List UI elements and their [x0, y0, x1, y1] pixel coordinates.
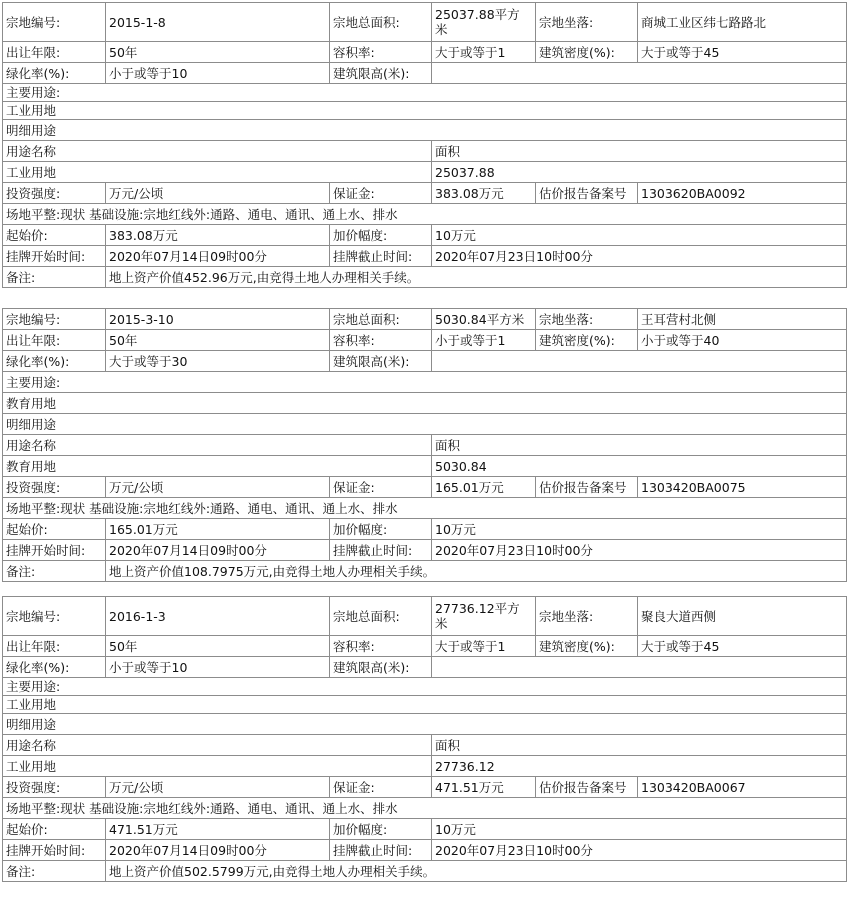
main-use-value: 教育用地	[3, 393, 847, 414]
table-row	[3, 351, 847, 372]
label-main-use: 主要用途:	[3, 372, 847, 393]
location-value: 王耳营村北侧	[638, 309, 847, 330]
table-row	[3, 435, 847, 456]
plot-ratio-value: 大于或等于1	[432, 636, 536, 657]
label-parcel-no: 宗地编号:	[3, 597, 106, 636]
deposit-value: 471.51万元	[432, 777, 536, 798]
label-detail-use: 明细用途	[3, 120, 847, 141]
area-value: 25037.88	[432, 162, 847, 183]
label-increment: 加价幅度:	[330, 225, 432, 246]
label-total-area: 宗地总面积:	[330, 309, 432, 330]
total-area-value: 27736.12平方米	[432, 597, 536, 636]
start-price-value: 383.08万元	[106, 225, 330, 246]
parcel-table-1	[2, 2, 846, 288]
term-value: 50年	[106, 42, 330, 63]
table-row	[3, 246, 847, 267]
main-use-value: 工业用地	[3, 696, 847, 714]
label-plot-ratio: 容积率:	[330, 636, 432, 657]
label-main-use: 主要用途:	[3, 678, 847, 696]
table-row	[3, 561, 847, 582]
table-row	[3, 519, 847, 540]
label-appraisal-no: 估价报告备案号	[536, 183, 638, 204]
parcel-no-value: 2015-3-10	[106, 309, 330, 330]
appraisal-no-value: 1303620BA0092	[638, 183, 847, 204]
label-listing-end: 挂牌截止时间:	[330, 246, 432, 267]
label-remarks: 备注:	[3, 861, 106, 882]
height-limit-value	[432, 63, 847, 84]
table-row	[3, 183, 847, 204]
green-rate-value: 小于或等于10	[106, 657, 330, 678]
height-limit-value	[432, 657, 847, 678]
table-row	[3, 714, 847, 735]
listing-end-value: 2020年07月23日10时00分	[432, 840, 847, 861]
appraisal-no-value: 1303420BA0075	[638, 477, 847, 498]
table-row	[3, 819, 847, 840]
table-row	[3, 540, 847, 561]
table-row	[3, 414, 847, 435]
investment-value: 万元/公顷	[106, 777, 330, 798]
remarks-value: 地上资产价值452.96万元,由竞得土地人办理相关手续。	[106, 267, 847, 288]
table-row	[3, 102, 847, 120]
table-row	[3, 696, 847, 714]
label-height-limit: 建筑限高(米):	[330, 657, 432, 678]
label-area: 面积	[432, 735, 847, 756]
start-price-value: 165.01万元	[106, 519, 330, 540]
label-remarks: 备注:	[3, 267, 106, 288]
label-density: 建筑密度(%):	[536, 42, 638, 63]
table-row	[3, 84, 847, 102]
label-plot-ratio: 容积率:	[330, 330, 432, 351]
table-row	[3, 141, 847, 162]
label-green-rate: 绿化率(%):	[3, 657, 106, 678]
site-condition: 场地平整:现状 基础设施:宗地红线外:通路、通电、通讯、通上水、排水	[3, 498, 847, 519]
label-density: 建筑密度(%):	[536, 636, 638, 657]
label-listing-start: 挂牌开始时间:	[3, 540, 106, 561]
density-value: 大于或等于45	[638, 42, 847, 63]
label-investment: 投资强度:	[3, 183, 106, 204]
label-detail-use: 明细用途	[3, 714, 847, 735]
green-rate-value: 小于或等于10	[106, 63, 330, 84]
label-green-rate: 绿化率(%):	[3, 351, 106, 372]
listing-end-value: 2020年07月23日10时00分	[432, 246, 847, 267]
label-detail-use: 明细用途	[3, 414, 847, 435]
start-price-value: 471.51万元	[106, 819, 330, 840]
deposit-value: 383.08万元	[432, 183, 536, 204]
use-name-value: 工业用地	[3, 162, 432, 183]
plot-ratio-value: 小于或等于1	[432, 330, 536, 351]
table-row	[3, 840, 847, 861]
label-listing-start: 挂牌开始时间:	[3, 246, 106, 267]
table-row	[3, 372, 847, 393]
label-investment: 投资强度:	[3, 777, 106, 798]
label-plot-ratio: 容积率:	[330, 42, 432, 63]
deposit-value: 165.01万元	[432, 477, 536, 498]
label-use-name: 用途名称	[3, 435, 432, 456]
table-row	[3, 330, 847, 351]
height-limit-value	[432, 351, 847, 372]
label-area: 面积	[432, 435, 847, 456]
label-listing-start: 挂牌开始时间:	[3, 840, 106, 861]
table-row	[3, 393, 847, 414]
label-location: 宗地坐落:	[536, 3, 638, 42]
appraisal-no-value: 1303420BA0067	[638, 777, 847, 798]
parcel-table-3	[2, 596, 846, 882]
label-remarks: 备注:	[3, 561, 106, 582]
table-row	[3, 267, 847, 288]
label-term: 出让年限:	[3, 330, 106, 351]
increment-value: 10万元	[432, 819, 847, 840]
remarks-value: 地上资产价值502.5799万元,由竞得土地人办理相关手续。	[106, 861, 847, 882]
investment-value: 万元/公顷	[106, 183, 330, 204]
label-parcel-no: 宗地编号:	[3, 3, 106, 42]
label-total-area: 宗地总面积:	[330, 3, 432, 42]
table-row	[3, 477, 847, 498]
label-start-price: 起始价:	[3, 225, 106, 246]
total-area-value: 25037.88平方米	[432, 3, 536, 42]
label-location: 宗地坐落:	[536, 309, 638, 330]
label-green-rate: 绿化率(%):	[3, 63, 106, 84]
site-condition: 场地平整:现状 基础设施:宗地红线外:通路、通电、通讯、通上水、排水	[3, 798, 847, 819]
remarks-value: 地上资产价值108.7975万元,由竞得土地人办理相关手续。	[106, 561, 847, 582]
label-listing-end: 挂牌截止时间:	[330, 540, 432, 561]
table-row	[3, 3, 847, 42]
table-row	[3, 777, 847, 798]
label-term: 出让年限:	[3, 636, 106, 657]
label-term: 出让年限:	[3, 42, 106, 63]
use-name-value: 教育用地	[3, 456, 432, 477]
location-value: 商城工业区纬七路路北	[638, 3, 847, 42]
label-area: 面积	[432, 141, 847, 162]
table-row	[3, 636, 847, 657]
parcel-no-value: 2016-1-3	[106, 597, 330, 636]
label-location: 宗地坐落:	[536, 597, 638, 636]
label-total-area: 宗地总面积:	[330, 597, 432, 636]
label-start-price: 起始价:	[3, 519, 106, 540]
label-deposit: 保证金:	[330, 183, 432, 204]
label-height-limit: 建筑限高(米):	[330, 63, 432, 84]
table-row	[3, 597, 847, 636]
label-appraisal-no: 估价报告备案号	[536, 777, 638, 798]
label-start-price: 起始价:	[3, 819, 106, 840]
table-row	[3, 42, 847, 63]
area-value: 5030.84	[432, 456, 847, 477]
term-value: 50年	[106, 636, 330, 657]
listing-start-value: 2020年07月14日09时00分	[106, 246, 330, 267]
listing-start-value: 2020年07月14日09时00分	[106, 540, 330, 561]
table-row	[3, 861, 847, 882]
increment-value: 10万元	[432, 519, 847, 540]
label-main-use: 主要用途:	[3, 84, 847, 102]
green-rate-value: 大于或等于30	[106, 351, 330, 372]
table-row	[3, 225, 847, 246]
use-name-value: 工业用地	[3, 756, 432, 777]
location-value: 聚良大道西侧	[638, 597, 847, 636]
plot-ratio-value: 大于或等于1	[432, 42, 536, 63]
site-condition: 场地平整:现状 基础设施:宗地红线外:通路、通电、通讯、通上水、排水	[3, 204, 847, 225]
label-increment: 加价幅度:	[330, 819, 432, 840]
table-row	[3, 798, 847, 819]
table-row	[3, 498, 847, 519]
listing-start-value: 2020年07月14日09时00分	[106, 840, 330, 861]
label-height-limit: 建筑限高(米):	[330, 351, 432, 372]
main-use-value: 工业用地	[3, 102, 847, 120]
table-row	[3, 204, 847, 225]
label-increment: 加价幅度:	[330, 519, 432, 540]
table-row	[3, 162, 847, 183]
density-value: 小于或等于40	[638, 330, 847, 351]
table-row	[3, 309, 847, 330]
investment-value: 万元/公顷	[106, 477, 330, 498]
label-use-name: 用途名称	[3, 141, 432, 162]
table-row	[3, 456, 847, 477]
table-row	[3, 657, 847, 678]
table-row	[3, 120, 847, 141]
label-use-name: 用途名称	[3, 735, 432, 756]
label-deposit: 保证金:	[330, 777, 432, 798]
parcel-no-value: 2015-1-8	[106, 3, 330, 42]
label-appraisal-no: 估价报告备案号	[536, 477, 638, 498]
label-density: 建筑密度(%):	[536, 330, 638, 351]
table-row	[3, 63, 847, 84]
label-parcel-no: 宗地编号:	[3, 309, 106, 330]
table-row	[3, 678, 847, 696]
total-area-value: 5030.84平方米	[432, 309, 536, 330]
density-value: 大于或等于45	[638, 636, 847, 657]
label-investment: 投资强度:	[3, 477, 106, 498]
label-deposit: 保证金:	[330, 477, 432, 498]
listing-end-value: 2020年07月23日10时00分	[432, 540, 847, 561]
table-row	[3, 756, 847, 777]
table-row	[3, 735, 847, 756]
increment-value: 10万元	[432, 225, 847, 246]
parcel-table-2	[2, 308, 846, 582]
term-value: 50年	[106, 330, 330, 351]
label-listing-end: 挂牌截止时间:	[330, 840, 432, 861]
area-value: 27736.12	[432, 756, 847, 777]
